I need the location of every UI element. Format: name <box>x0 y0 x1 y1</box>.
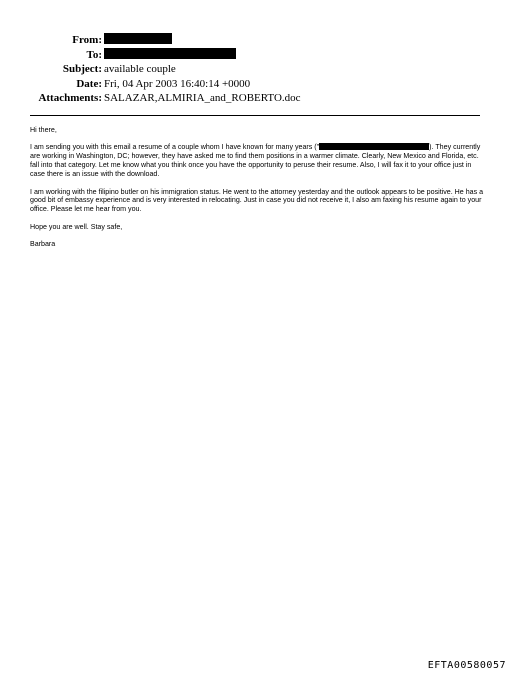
paragraph-2: I am working with the filipino butler on his immigration status. He went to the attorney yesterday and the outlook appears to be positive. He has a good bit of embassy experience and is very interested in relocating. Just in case you did not receive it, I also am faxing his resume again to your office. Please let me hear from you. <box>30 187 484 214</box>
from-row <box>0 33 512 48</box>
attachments-row <box>0 91 512 106</box>
signature: Barbara <box>30 240 56 249</box>
email-header <box>0 33 512 106</box>
attachment-link[interactable]: SALAZAR,ALMIRIA_and_ROBERTO.doc <box>104 92 301 104</box>
redaction-bar <box>104 33 172 44</box>
email-body <box>30 126 485 258</box>
date-label: Date: <box>76 77 102 90</box>
subject-row <box>0 62 512 77</box>
from-value <box>104 33 172 48</box>
from-label: From: <box>72 34 102 46</box>
date-row <box>0 77 512 92</box>
paragraph-1-start: I am sending you with this email a resume of a couple whom I have known for many years (" <box>30 143 320 152</box>
subject-label: Subject: <box>62 63 102 75</box>
date-value: Fri, 04 Apr 2003 16:40:14 +0000 <box>104 77 251 90</box>
attachments-label: Attachments: <box>38 92 102 104</box>
greeting: Hi there, <box>30 126 57 134</box>
to-value <box>104 48 236 63</box>
redaction-bar <box>104 48 236 59</box>
header-divider <box>30 115 480 116</box>
paragraph-3: Hope you are well. Stay safe, <box>30 222 123 231</box>
paragraph-1 <box>30 143 485 179</box>
to-label: To: <box>86 48 102 61</box>
to-row <box>0 48 512 63</box>
subject-value: available couple <box>104 63 176 75</box>
paragraph-1-end: ). They currently are working in Washington, DC; however, they have asked me to find them positions in a warmer climate. Clearly, New Mexico and Florida, etc. fall into that category. Let me know what you think once you have the opportunity to peruse their resume. Also, I will fax it to your office just in case there is an issue with the download. <box>30 143 481 179</box>
document-id: EFTA00580057 <box>427 660 506 671</box>
redaction-bar <box>319 143 429 150</box>
